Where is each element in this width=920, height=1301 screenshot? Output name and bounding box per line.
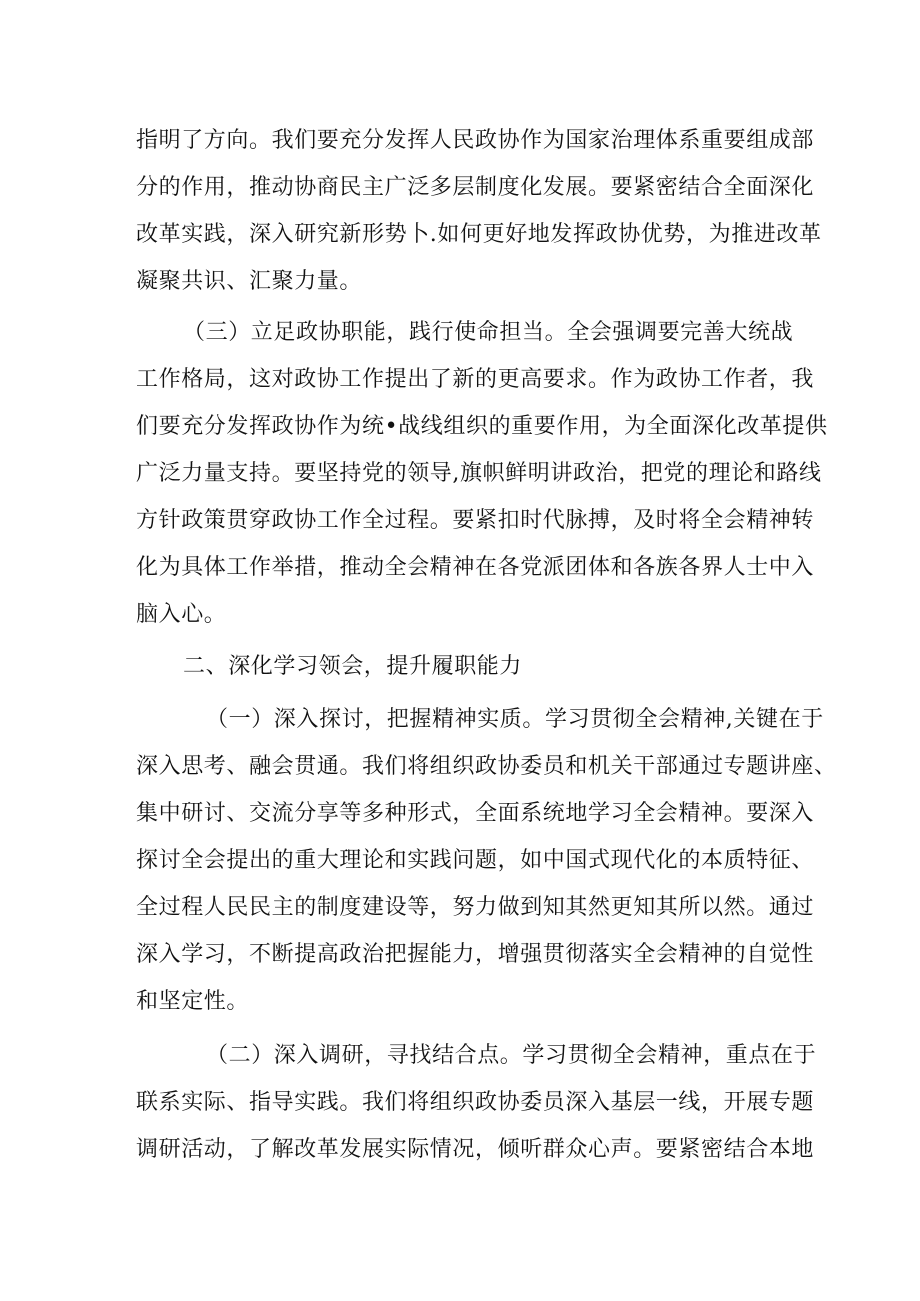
paragraph-line: 深入思考、融会贯通。我们将组织政协委员和机关干部通过专题讲座、: [136, 754, 837, 779]
paragraph-line: 广泛力量支持。要坚持党的领导,旗帜鲜明讲政治，把党的理论和路线: [136, 461, 822, 486]
paragraph-line: 改革实践，深入研究新形势卜.如何更好地发挥政协优势，为推进改革: [136, 222, 822, 247]
paragraph-line: 脑入心。: [136, 602, 227, 627]
paragraph-line: 和坚定性。: [136, 989, 250, 1014]
paragraph-line: 化为具体工作举措，推动全会精神在各党派团体和各族各界人士中入: [136, 555, 815, 580]
paragraph-line: 调研活动，了解改革发展实际情况，倾听群众心声。要紧密结合本地: [136, 1137, 815, 1162]
paragraph-line: 指明了方向。我们要充分发挥人民政协作为国家治理体系重要组成部: [136, 128, 815, 153]
paragraph-line: 全过程人民民主的制度建设等，努力做到知其然更知其所以然。通过: [136, 895, 815, 920]
paragraph-line: 探讨全会提出的重大理论和实践问题，如中国式现代化的本质特征、: [136, 848, 815, 873]
paragraph-line: 集中研讨、交流分享等多种形式，全面系统地学习全会精神。要深入: [136, 801, 815, 826]
paragraph-line: 分的作用，推动协商民主广泛多层制度化发展。要紧密结合全面深化: [136, 175, 815, 200]
paragraph-line: 深入学习，不断提高政治把握能力，增强贯彻落实全会精神的自觉性: [136, 942, 815, 967]
section-title: 二、深化学习领会，提升履职能力: [183, 654, 523, 679]
paragraph-line: 联系实际、指导实践。我们将组织政协委员深入基层一线，开展专题: [136, 1090, 815, 1115]
section-heading-line: （二）深入调研，寻找结合点。学习贯彻全会精神，重点在于: [206, 1043, 817, 1068]
section-heading-line: （一）深入探讨，把握精神实质。学习贯彻全会精神,关键在于: [206, 707, 824, 732]
section-heading-line: （三）立足政协职能，践行使命担当。全会强调要完善大统战: [183, 320, 794, 345]
paragraph-line: 凝聚共识、汇聚力量。: [136, 269, 363, 294]
paragraph-line: 们要充分发挥政协作为统•战线组织的重要作用，为全面深化改革提供: [136, 414, 828, 439]
paragraph-line: 工作格局，这对政协工作提出了新的更高要求。作为政协工作者，我: [136, 367, 815, 392]
paragraph-line: 方针政策贯穿政协工作全过程。要紧扣时代脉搏，及时将全会精神转: [136, 508, 815, 533]
